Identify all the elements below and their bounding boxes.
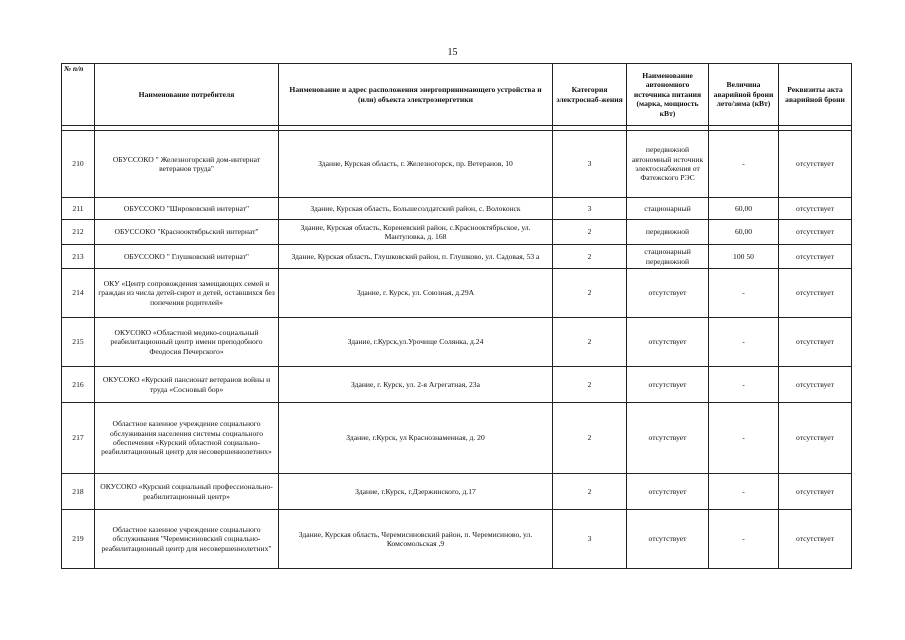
cell-source: стационарный передвижной [627,245,709,269]
cell-source: передвижной автономный источник электоснабжения от Фатежского РЭС [627,131,709,198]
table-row [62,269,852,318]
cell-consumer: ОБУССОКО "Краснооктябрьский интернат" [95,220,279,245]
cell-consumer: ОКУ «Центр сопровождения замещающих семей и граждан из числа детей-сирот и детей, оставшихся без попечения родителей» [95,269,279,318]
cell-num: 215 [62,318,95,367]
header-consumer: Наименование потребителя [95,64,279,126]
cell-num: 218 [62,474,95,510]
cell-reserve: - [709,367,779,403]
table-row [62,220,852,245]
cell-category: 2 [553,269,627,318]
table-row [62,245,852,269]
cell-address: Здание, г.Курск, ул Краснознаменная, д. 20 [279,403,553,474]
cell-address: Здание, Курская область, г. Железногорск, пр. Ветеранов, 10 [279,131,553,198]
cell-source: отсутствует [627,474,709,510]
header-reserve: Величина аварийной брони лето/зима (кВт) [709,64,779,126]
cell-num: 213 [62,245,95,269]
cell-category: 3 [553,198,627,220]
cell-source: отсутствует [627,269,709,318]
cell-consumer: ОБУССОКО " Железногорский дом-интернат ветеранов труда" [95,131,279,198]
table-row [62,198,852,220]
cell-source: стационарный [627,198,709,220]
header-num: № п/п [62,64,95,126]
cell-num: 217 [62,403,95,474]
cell-consumer: Областное казенное учреждение социального обслуживания населения системы социального обеспечения «Курский областной социально-реабилитационный центр для несовершеннолетних» [95,403,279,474]
cell-reserve: - [709,318,779,367]
cell-act: отсутствует [779,474,852,510]
cell-category: 2 [553,245,627,269]
cell-num: 214 [62,269,95,318]
cell-reserve: - [709,131,779,198]
cell-address: Здание, г. Курск, ул. 2-я Агрегатная, 23а [279,367,553,403]
cell-source: передвижной [627,220,709,245]
table-row [62,403,852,474]
cell-address: Здание, г.Курск, г.Дзержинского, д.17 [279,474,553,510]
cell-address: Здание, Курская область, Большесолдатский район, с. Волоконск [279,198,553,220]
table-row [62,510,852,569]
cell-category: 2 [553,403,627,474]
cell-category: 3 [553,131,627,198]
table-row [62,474,852,510]
cell-reserve: - [709,510,779,569]
cell-act: отсутствует [779,510,852,569]
cell-category: 2 [553,220,627,245]
cell-address: Здание, Курская область, Кореневский район, с.Краснооктябрьское, ул. Мантуловка, д. 168 [279,220,553,245]
cell-num: 210 [62,131,95,198]
cell-address: Здание, г. Курск, ул. Союзная, д.29А [279,269,553,318]
header-address: Наименование и адрес расположения энергопринимающего устройства и (или) объекта электроэнергетики [279,64,553,126]
cell-reserve: 60,00 [709,220,779,245]
table-row [62,131,852,198]
cell-num: 211 [62,198,95,220]
cell-source: отсутствует [627,403,709,474]
page-number: 15 [447,47,458,58]
table-row [62,318,852,367]
cell-category: 2 [553,318,627,367]
cell-num: 219 [62,510,95,569]
cell-act: отсутствует [779,269,852,318]
cell-consumer: ОКУСОКО «Курский пансионат ветеранов войны и труда «Сосновый бор» [95,367,279,403]
cell-address: Здание, г.Курск,ул.Урочище Солянка, д.24 [279,318,553,367]
header-act: Реквизиты акта аварийной брони [779,64,852,126]
table-row [62,367,852,403]
cell-act: отсутствует [779,318,852,367]
cell-act: отсутствует [779,198,852,220]
cell-act: отсутствует [779,403,852,474]
cell-num: 216 [62,367,95,403]
cell-source: отсутствует [627,367,709,403]
cell-reserve: 60,00 [709,198,779,220]
cell-consumer: Областное казенное учреждение социального обслуживания "Черемисиновский социально-реабилитационный центр для несовершеннолетних" [95,510,279,569]
header-category: Категория электроснаб-жения [553,64,627,126]
cell-num: 212 [62,220,95,245]
reserve-table [61,63,852,569]
cell-address: Здание, Курская область, Глушковский район, п. Глушково, ул. Садовая, 53 а [279,245,553,269]
cell-address: Здание, Курская область, Черемисиновский район, п. Черемисиново, ул. Комсомольская ,9 [279,510,553,569]
header-source: Наименование автономного источника питания (марка, мощность кВт) [627,64,709,126]
cell-act: отсутствует [779,131,852,198]
cell-consumer: ОКУСОКО «Областной медико-социальный реабилитационный центр имени преподобного Феодосия Печерского» [95,318,279,367]
cell-reserve: 100 50 [709,245,779,269]
cell-reserve: - [709,269,779,318]
cell-consumer: ОКУСОКО «Курский социальный профессионально-реабилитационный центр» [95,474,279,510]
cell-consumer: ОБУССОКО " Глушковский интернат" [95,245,279,269]
cell-category: 2 [553,474,627,510]
cell-category: 3 [553,510,627,569]
cell-source: отсутствует [627,318,709,367]
cell-reserve: - [709,474,779,510]
cell-act: отсутствует [779,367,852,403]
cell-act: отсутствует [779,220,852,245]
cell-act: отсутствует [779,245,852,269]
cell-category: 2 [553,367,627,403]
cell-source: отсутствует [627,510,709,569]
cell-reserve: - [709,403,779,474]
cell-consumer: ОБУССОКО "Широковский интернат" [95,198,279,220]
